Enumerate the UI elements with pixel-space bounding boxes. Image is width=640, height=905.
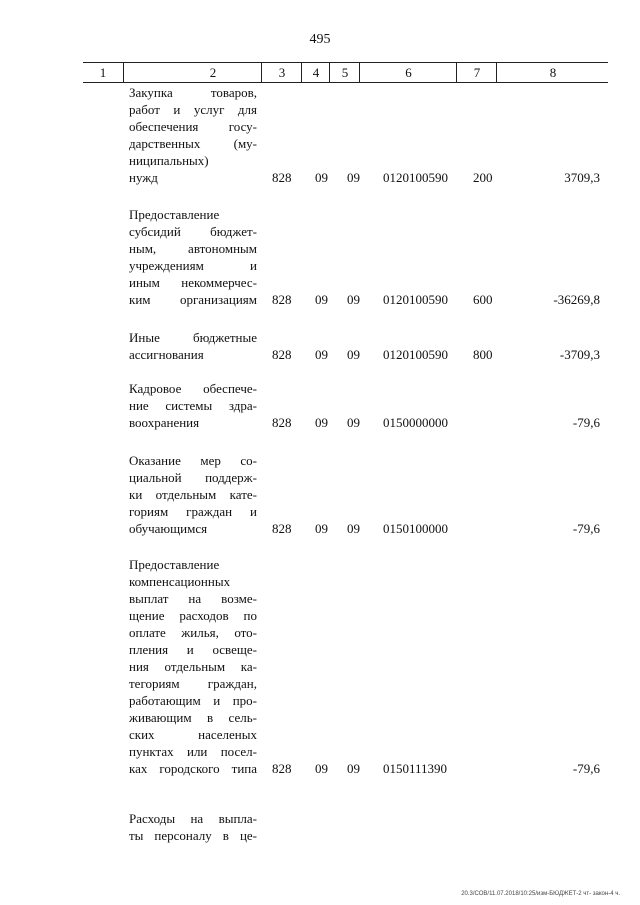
description-line: работающим и про- — [129, 693, 257, 708]
cell-c5: 09 — [347, 415, 360, 430]
description-line: щение расходов по — [129, 608, 257, 623]
row-description — [129, 556, 257, 777]
description-line: работ и услуг для — [129, 102, 257, 117]
description-line: Расходы на выпла- — [129, 811, 257, 826]
cell-c3: 828 — [272, 347, 292, 362]
description-line: ки отдельным кате- — [129, 487, 257, 502]
row-description — [129, 810, 257, 844]
description-line: дарственных (му- — [129, 136, 257, 151]
cell-c6: 0150111390 — [383, 761, 448, 776]
table-header — [83, 62, 608, 83]
cell-c5: 09 — [347, 170, 360, 185]
cell-c7: 600 — [473, 292, 493, 307]
header-col-5: 5 — [329, 63, 360, 82]
description-line: Предоставление — [129, 207, 220, 222]
description-line: ках городского типа — [129, 761, 257, 776]
cell-c3: 828 — [272, 292, 292, 307]
description-line: Предоставление — [129, 557, 220, 572]
cell-c8: -79,6 — [572, 521, 600, 536]
header-col-8: 8 — [496, 63, 609, 82]
description-line: гориям граждан и — [129, 504, 257, 519]
cell-c5: 09 — [347, 761, 360, 776]
cell-c5: 09 — [347, 292, 360, 307]
description-line: Иные бюджетные — [129, 330, 257, 345]
description-line: ным, автономным — [129, 241, 257, 256]
description-line: пления и освеще- — [129, 642, 257, 657]
row-description — [129, 329, 257, 363]
cell-c3: 828 — [272, 761, 292, 776]
description-line: обеспечения госу- — [129, 119, 257, 134]
cell-c6: 0120100590 — [383, 292, 448, 307]
description-line: воохранения — [129, 415, 200, 430]
description-line: выплат на возме- — [129, 591, 257, 606]
cell-c6: 0150100000 — [383, 521, 448, 536]
description-line: ты персоналу в це- — [129, 828, 257, 843]
description-line: ким организациям — [129, 292, 257, 307]
cell-c3: 828 — [272, 170, 292, 185]
description-line: Кадровое обеспече- — [129, 381, 257, 396]
header-col-4: 4 — [301, 63, 330, 82]
cell-c4: 09 — [315, 292, 328, 307]
cell-c3: 828 — [272, 415, 292, 430]
description-line: ние системы здра- — [129, 398, 257, 413]
description-line: иным некоммерчес- — [129, 275, 257, 290]
description-line: ния отдельным ка- — [129, 659, 257, 674]
cell-c4: 09 — [315, 521, 328, 536]
row-description — [129, 380, 257, 431]
description-line: компенсационных — [129, 574, 231, 589]
cell-c6: 0150000000 — [383, 415, 448, 430]
cell-c8: -79,6 — [572, 415, 600, 430]
page-number: 495 — [309, 32, 331, 47]
description-line: живающим в сель- — [129, 710, 257, 725]
description-line: ских населеных — [129, 727, 257, 742]
cell-c8: -3709,3 — [559, 347, 600, 362]
cell-c6: 0120100590 — [383, 170, 448, 185]
header-col-3: 3 — [261, 63, 302, 82]
cell-c4: 09 — [315, 347, 328, 362]
footer-stamp: 20.3/СОВ/11.07.2018/10:25/изм-БЮДЖЕТ-2 чт- закон-4 ч. — [461, 891, 620, 897]
description-line: ниципальных) — [129, 153, 209, 168]
description-line: ассигнования — [129, 347, 204, 362]
cell-c5: 09 — [347, 521, 360, 536]
description-line: учреждениям и — [129, 258, 257, 273]
header-col-2: 2 — [123, 63, 302, 82]
description-line: оплате жилья, ото- — [129, 625, 257, 640]
description-line: Оказание мер со- — [129, 453, 257, 468]
cell-c4: 09 — [315, 415, 328, 430]
cell-c4: 09 — [315, 761, 328, 776]
cell-c7: 200 — [473, 170, 493, 185]
header-col-7: 7 — [456, 63, 497, 82]
cell-c8: -79,6 — [572, 761, 600, 776]
cell-c8: -36269,8 — [553, 292, 600, 307]
cell-c8: 3709,3 — [564, 170, 600, 185]
description-line: Закупка товаров, — [129, 85, 257, 100]
description-line: обучающимся — [129, 521, 208, 536]
cell-c4: 09 — [315, 170, 328, 185]
header-col-1: 1 — [99, 65, 107, 80]
description-line: нужд — [129, 170, 158, 185]
description-line: тегориям граждан, — [129, 676, 257, 691]
cell-c7: 800 — [473, 347, 493, 362]
row-description — [129, 84, 257, 186]
description-line: субсидий бюджет- — [129, 224, 257, 239]
header-col-6: 6 — [359, 63, 457, 82]
cell-c6: 0120100590 — [383, 347, 448, 362]
description-line: пунктах или посел- — [129, 744, 257, 759]
description-line: циальной поддерж- — [129, 470, 257, 485]
row-description — [129, 452, 257, 537]
cell-c5: 09 — [347, 347, 360, 362]
row-description — [129, 206, 257, 308]
cell-c3: 828 — [272, 521, 292, 536]
